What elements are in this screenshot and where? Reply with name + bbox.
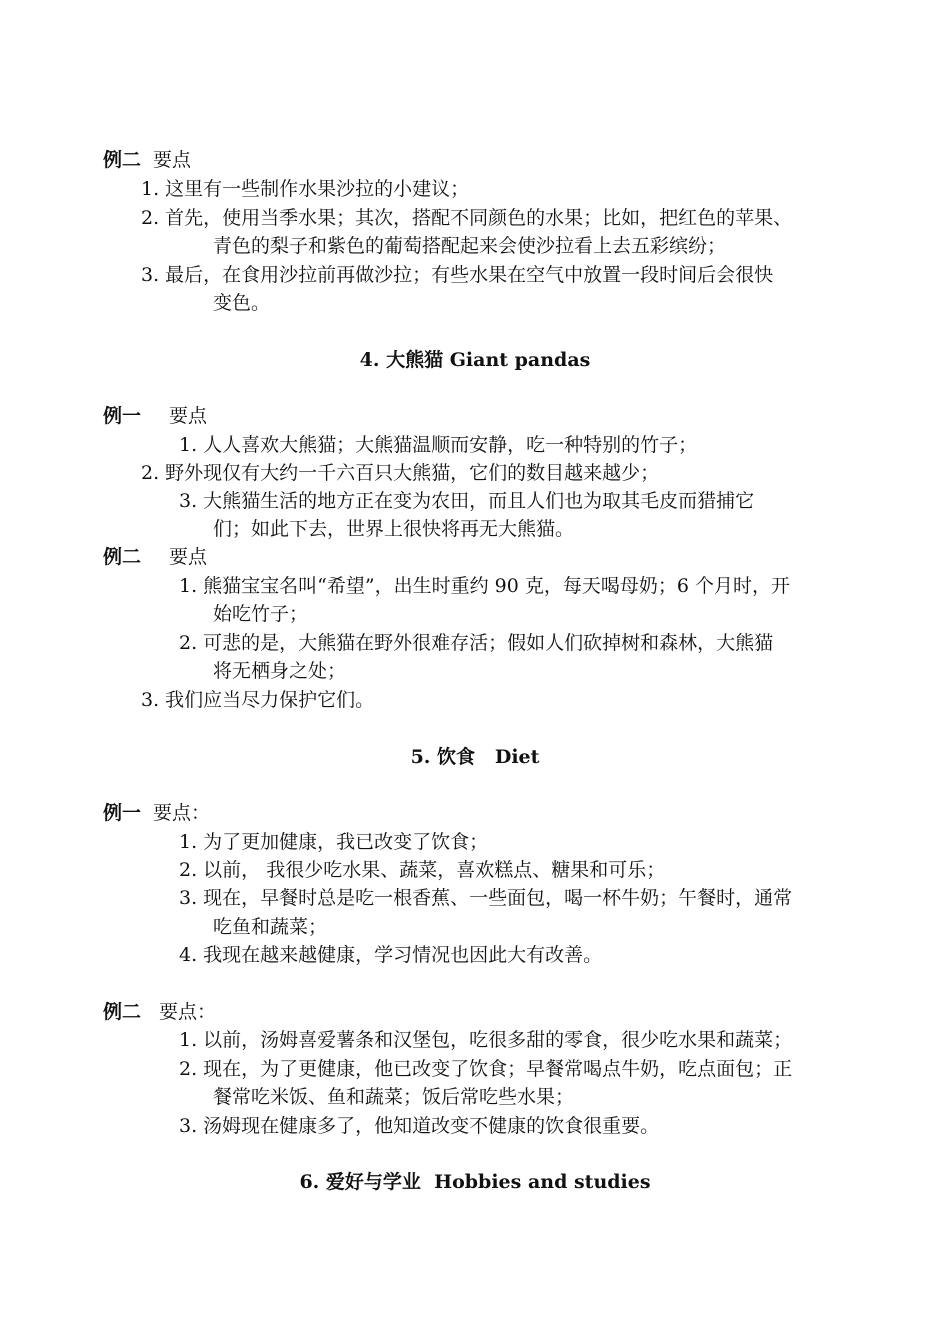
list-item: 2. 现在，为了更健康，他已改变了饮食；早餐常喝点牛奶，吃点面包；正: [179, 1058, 793, 1080]
list-item: 2. 野外现仅有大约一千六百只大熊猫，它们的数目越来越少；: [141, 462, 660, 484]
list-item-continuation: 将无栖身之处；: [213, 660, 347, 682]
list-item: 1. 以前，汤姆喜爱薯条和汉堡包，吃很多甜的零食，很少吃水果和蔬菜；: [179, 1029, 793, 1051]
list-item: 1. 熊猫宝宝名叫“希望”，出生时重约 90 克，每天喝母奶；6 个月时，开: [179, 575, 790, 597]
list-item-continuation: 餐常吃米饭、鱼和蔬菜；饭后常吃些水果；: [213, 1086, 575, 1108]
list-item-continuation: 们；如此下去，世界上很快将再无大熊猫。: [213, 518, 575, 540]
s3-ex2-line: [103, 146, 191, 174]
key-points-label: 要点: [153, 149, 192, 171]
list-item-continuation: 吃鱼和蔬菜；: [213, 916, 328, 938]
list-item: 3. 大熊猫生活的地方正在变为农田，而且人们也为取其毛皮而猎捕它: [179, 490, 755, 512]
example-label: 例二: [103, 149, 142, 171]
section-heading: 4. 大熊猫 Giant pandas: [359, 349, 591, 371]
list-item: 4. 我现在越来越健康，学习情况也因此大有改善。: [179, 944, 603, 966]
list-item: 1. 这里有一些制作水果沙拉的小建议；: [141, 178, 470, 200]
example-label: 例二: [103, 1001, 142, 1023]
list-item: 1. 人人喜欢大熊猫；大熊猫温顺而安静，吃一种特别的竹子；: [179, 434, 698, 456]
key-points-label: 要点：: [153, 802, 211, 824]
section-heading: 5. 饮食 Diet: [410, 746, 540, 768]
list-item-continuation: 青色的梨子和紫色的葡萄搭配起来会使沙拉看上去五彩缤纷；: [213, 235, 727, 257]
list-item: 1. 为了更加健康，我已改变了饮食；: [179, 831, 489, 853]
list-item: 2. 以前， 我很少吃水果、蔬菜，喜欢糕点、糖果和可乐；: [179, 859, 666, 881]
list-item-continuation: 变色。: [213, 292, 271, 314]
section-heading: 6. 爱好与学业 Hobbies and studies: [299, 1171, 651, 1193]
example-label: 例一: [103, 802, 142, 824]
list-item: 2. 首先，使用当季水果；其次，搭配不同颜色的水果；比如，把红色的苹果、: [141, 207, 793, 229]
list-item: 2. 可悲的是，大熊猫在野外很难存活；假如人们砍掉树和森林，大熊猫: [179, 632, 774, 654]
s4-ex1-line: [103, 402, 207, 430]
s4-ex2-line: [103, 543, 207, 571]
list-item: 3. 汤姆现在健康多了，他知道改变不健康的饮食很重要。: [179, 1115, 660, 1137]
key-points-label: 要点: [169, 546, 208, 568]
key-points-label: 要点：: [159, 1001, 217, 1023]
list-item: 3. 最后，在食用沙拉前再做沙拉；有些水果在空气中放置一段时间后会很快: [141, 264, 774, 286]
s5-ex1-line: [103, 799, 210, 827]
list-item-continuation: 始吃竹子；: [213, 603, 309, 625]
list-item: 3. 现在，早餐时总是吃一根香蕉、一些面包，喝一杯牛奶；午餐时，通常: [179, 887, 793, 909]
list-item: 3. 我们应当尽力保护它们。: [141, 689, 375, 711]
s5-ex2-line: [103, 998, 216, 1026]
key-points-label: 要点: [169, 405, 208, 427]
example-label: 例二: [103, 546, 142, 568]
example-label: 例一: [103, 405, 142, 427]
